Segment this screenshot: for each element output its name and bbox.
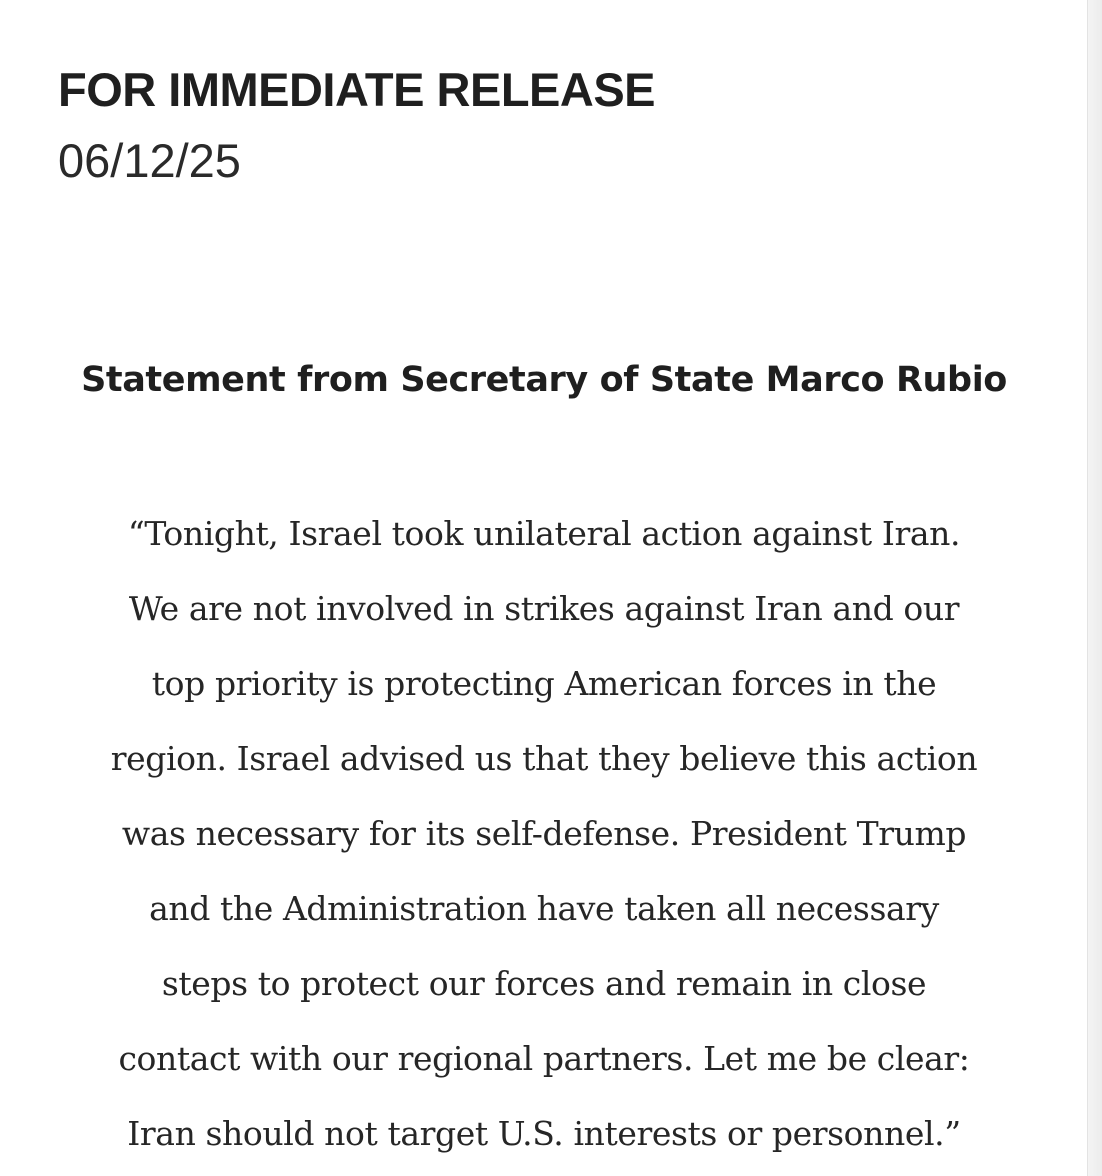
statement-line: steps to protect our forces and remain in close bbox=[161, 964, 927, 1003]
statement-line: region. Israel advised us that they believe this action bbox=[110, 739, 978, 778]
statement-line: top priority is protecting American forces in the bbox=[151, 664, 937, 703]
statement-line: and the Administration have taken all necessary bbox=[149, 889, 939, 928]
statement-body bbox=[0, 496, 1088, 1171]
statement-title: Statement from Secretary of State Marco Rubio bbox=[81, 360, 1007, 400]
release-date: 06/12/25 bbox=[58, 134, 241, 187]
statement-line: was necessary for its self-defense. President Trump bbox=[121, 814, 967, 853]
statement-line: Iran should not target U.S. interests or personnel.” bbox=[127, 1114, 961, 1153]
statement-line: We are not involved in strikes against Iran and our bbox=[128, 589, 960, 628]
page-edge bbox=[1087, 0, 1102, 1176]
release-label: FOR IMMEDIATE RELEASE bbox=[58, 63, 656, 116]
statement-line: contact with our regional partners. Let me be clear: bbox=[118, 1039, 970, 1078]
statement-line: “Tonight, Israel took unilateral action against Iran. bbox=[127, 514, 961, 553]
